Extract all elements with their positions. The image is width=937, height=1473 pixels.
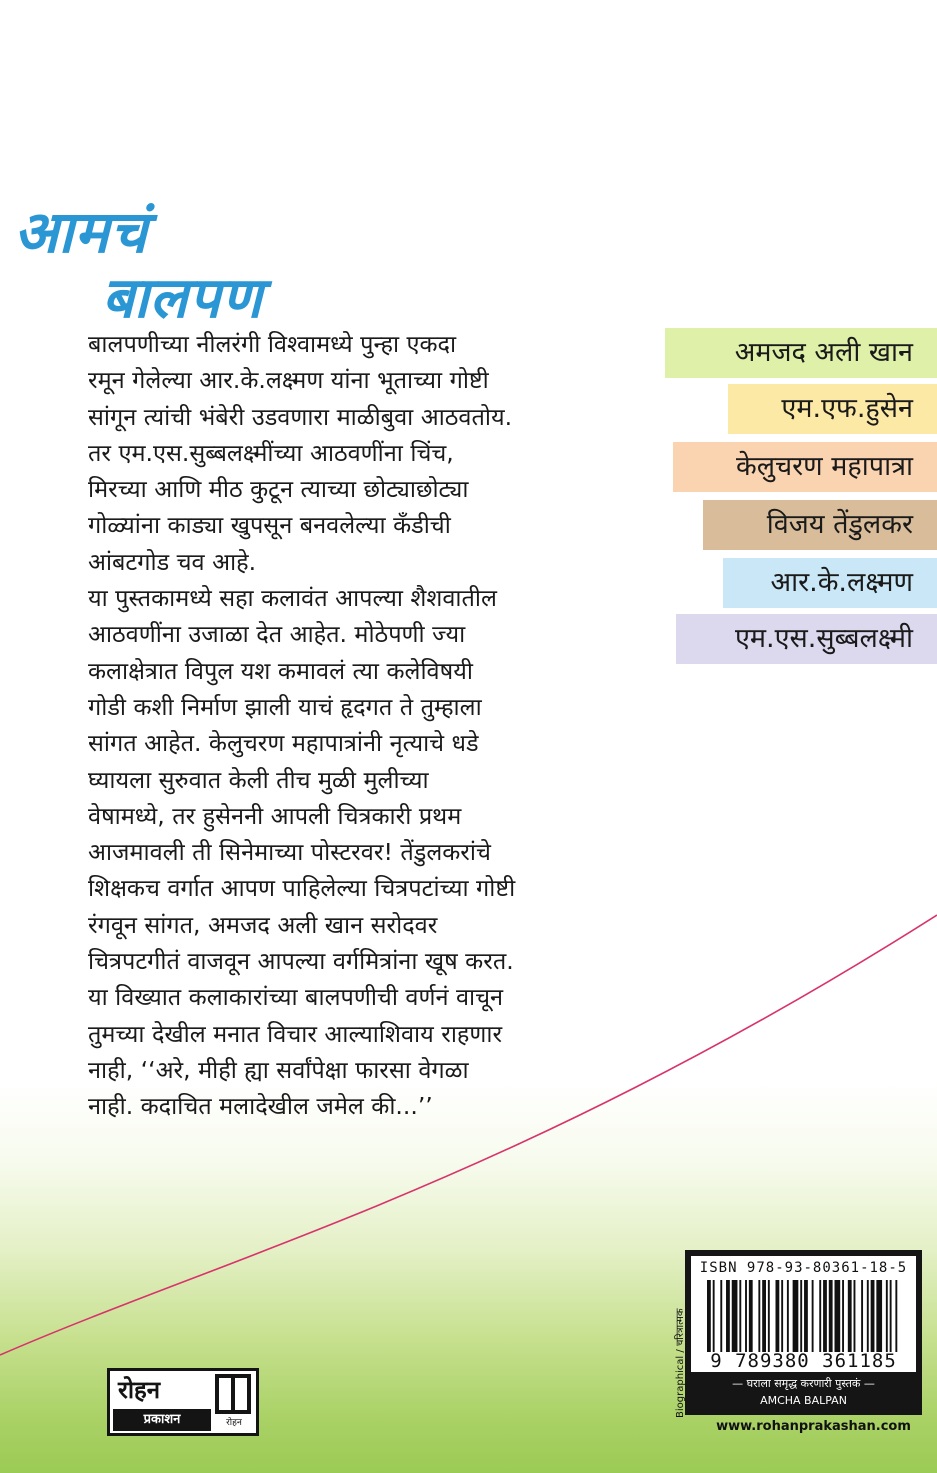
barcode-bar: [876, 1280, 882, 1352]
isbn-label: ISBN 978-93-80361-18-5: [699, 1260, 908, 1276]
publisher-tagline: — घराला समृद्ध करणारी पुस्तकं —: [732, 1377, 875, 1390]
barcode-bar: [829, 1280, 833, 1352]
barcode-digits: 9 789380 361185: [710, 1350, 897, 1372]
barcode-bar: [776, 1280, 780, 1352]
blurb-line: गोळ्यांना काड्या खुपसून बनवलेल्या कँडीची: [88, 511, 451, 540]
barcode-bar: [895, 1280, 897, 1352]
barcode-bar: [793, 1280, 799, 1352]
blurb-line: वेषामध्ये, तर हुसेननी आपली चित्रकारी प्रथम: [88, 801, 462, 830]
blurb-line: शिक्षकच वर्गात आपण पाहिलेल्या चित्रपटांच्या गोष्टी: [88, 874, 516, 903]
barcode-bar: [848, 1280, 852, 1352]
blurb-line: नाही, ‘‘अरे, मीही ह्या सर्वांपेक्षा फारसा वेगळा: [88, 1055, 469, 1084]
artist-name: आर.के.लक्ष्मण: [723, 558, 937, 608]
blurb-line: तुमच्या देखील मनात विचार आल्याशिवाय राहणार: [88, 1019, 503, 1048]
publisher-name: रोहन: [118, 1376, 161, 1404]
blurb-text: [88, 326, 648, 1125]
publisher-small-label: रोहन: [226, 1418, 242, 1428]
barcode-bar: [739, 1280, 741, 1352]
artist-name: एम.एफ.हुसेन: [728, 384, 937, 434]
blurb-line: घ्यायला सुरुवात केली तीच मुळी मुलीच्या: [88, 765, 429, 794]
book-icon: [214, 1373, 252, 1415]
artist-name: केलुचरण महापात्रा: [673, 442, 937, 492]
barcode-bar: [842, 1280, 844, 1352]
barcode-bar: [707, 1280, 711, 1352]
barcode-bar: [886, 1280, 888, 1352]
publisher-sub: प्रकाशन: [113, 1409, 211, 1431]
barcode-bar: [762, 1280, 766, 1352]
artist-name: अमजद अली खान: [665, 328, 937, 378]
blurb-line: आठवणींना उजाळा देत आहेत. मोठेपणी ज्या: [88, 620, 466, 649]
barcode-bar: [823, 1280, 827, 1352]
barcode-bar: [726, 1280, 730, 1352]
barcode-bar: [768, 1280, 770, 1352]
blurb-line: गोडी कशी निर्माण झाली याचं हृदगत ते तुम्हाला: [88, 692, 482, 721]
barcode-bar: [732, 1280, 738, 1352]
blurb-line: चित्रपटगीतं वाजवून आपल्या वर्गमित्रांना खूष करत.: [88, 947, 514, 976]
blurb-line: नाही. कदाचित मलादेखील जमेल की...’’: [88, 1092, 433, 1121]
barcode-bar: [713, 1280, 715, 1352]
blurb-line: मिरच्या आणि मीठ कुटून त्याच्या छोट्याछोट्या: [88, 475, 469, 504]
book-title-line2: बालपण: [102, 265, 263, 331]
barcode-bar: [758, 1280, 760, 1352]
barcode-bar: [800, 1280, 802, 1352]
barcode-bar: [787, 1280, 789, 1352]
blurb-line: या विख्यात कलाकारांच्या बालपणीची वर्णनं वाचून: [88, 983, 504, 1012]
blurb-line: आंबटगोड चव आहे.: [88, 547, 257, 576]
barcode-bar: [871, 1280, 875, 1352]
barcode-bar: [819, 1280, 821, 1352]
artist-name: एम.एस.सुब्बलक्ष्मी: [676, 614, 937, 664]
artist-name: विजय तेंडुलकर: [703, 500, 937, 550]
blurb-line: रंगवून सांगत, अमजद अली खान सरोदवर: [88, 910, 438, 939]
barcode-bar: [804, 1280, 808, 1352]
barcode-bar: [720, 1280, 722, 1352]
barcode-bar: [781, 1280, 783, 1352]
barcode-bar: [867, 1280, 869, 1352]
series-name: AMCHA BALPAN: [760, 1394, 847, 1407]
publisher-logo: [107, 1368, 259, 1436]
blurb-line: रमून गेलेल्या आर.के.लक्ष्मण यांना भूताच्या गोष्टी: [88, 366, 489, 395]
barcode-panel: [685, 1250, 922, 1415]
blurb-line: सांगून त्यांची भंबेरी उडवणारा माळीबुवा आठवतोय.: [88, 402, 513, 431]
category-label: Biographical / चरित्रात्मक: [675, 1308, 686, 1418]
blurb-line: कलाक्षेत्रात विपुल यश कमावलं त्या कलेविषयी: [88, 656, 473, 685]
barcode-bar: [749, 1280, 753, 1352]
barcode-bar: [835, 1280, 841, 1352]
barcode-area: [691, 1256, 916, 1372]
blurb-line: सांगत आहेत. केलुचरण महापात्रांनी नृत्याचे धडे: [88, 729, 479, 758]
barcode-bar: [890, 1280, 892, 1352]
barcode-bar: [812, 1280, 814, 1352]
blurb-line: आजमावली ती सिनेमाच्या पोस्टरवर! तेंडुलकरांचे: [88, 838, 491, 867]
barcode-bar: [745, 1280, 747, 1352]
blurb-line: या पुस्तकामध्ये सहा कलावंत आपल्या शैशवातील: [88, 584, 497, 613]
blurb-line: तर एम.एस.सुब्बलक्ष्मींच्या आठवणींना चिंच,: [88, 438, 454, 467]
barcode-bar: [861, 1280, 863, 1352]
barcode-bar: [854, 1280, 856, 1352]
book-title-line1: आमचं: [14, 198, 148, 266]
blurb-line: बालपणीच्या नीलरंगी विश्वामध्ये पुन्हा एकदा: [88, 330, 457, 358]
publisher-website: www.rohanprakashan.com: [716, 1419, 911, 1434]
barcode-bars: [707, 1280, 903, 1352]
